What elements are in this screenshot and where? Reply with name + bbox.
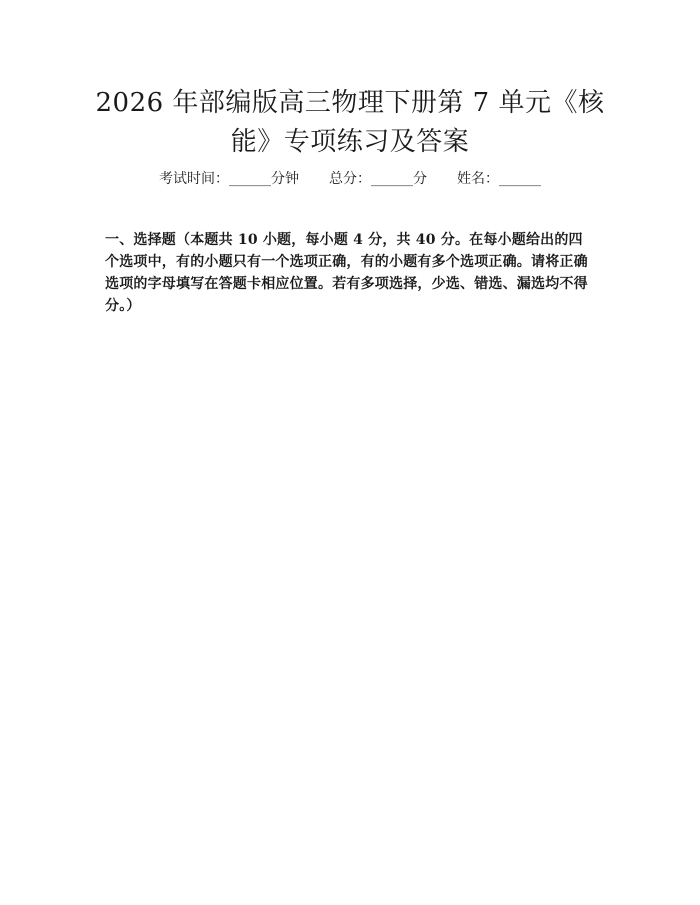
option-3a xyxy=(158,650,178,670)
document-title-line-2: 能》专项练习及答案 xyxy=(230,127,470,157)
exam-info xyxy=(0,169,700,189)
option-2a xyxy=(158,491,178,511)
option-2d xyxy=(158,587,178,607)
exam-time-field: 考试时间：______分钟 xyxy=(159,171,299,187)
document-title-line-1: 2026 年部编版高三物理下册第 7 单元《核 xyxy=(95,88,605,118)
option-3b xyxy=(158,682,178,702)
total-score-field: 总分：______分 xyxy=(329,171,427,187)
option-1c xyxy=(158,396,178,416)
option-2c xyxy=(158,555,178,575)
option-2b xyxy=(158,523,178,543)
option-3c xyxy=(158,714,178,734)
option-1d xyxy=(158,428,178,448)
student-name-field: 姓名：______ xyxy=(457,171,541,187)
option-1a xyxy=(158,332,178,352)
option-1b xyxy=(158,364,178,384)
option-3d xyxy=(158,746,178,766)
section-heading: 一、选择题（本题共 10 小题，每小题 4 分，共 40 分。在每小题给出的四个选项中，有的小题只有一个选项正确，有的小题有多个选项正确。请将正确选项的字母填写在答题卡相应位置。若有多项选择，少选、错选、漏选均不得分。） xyxy=(105,232,588,314)
